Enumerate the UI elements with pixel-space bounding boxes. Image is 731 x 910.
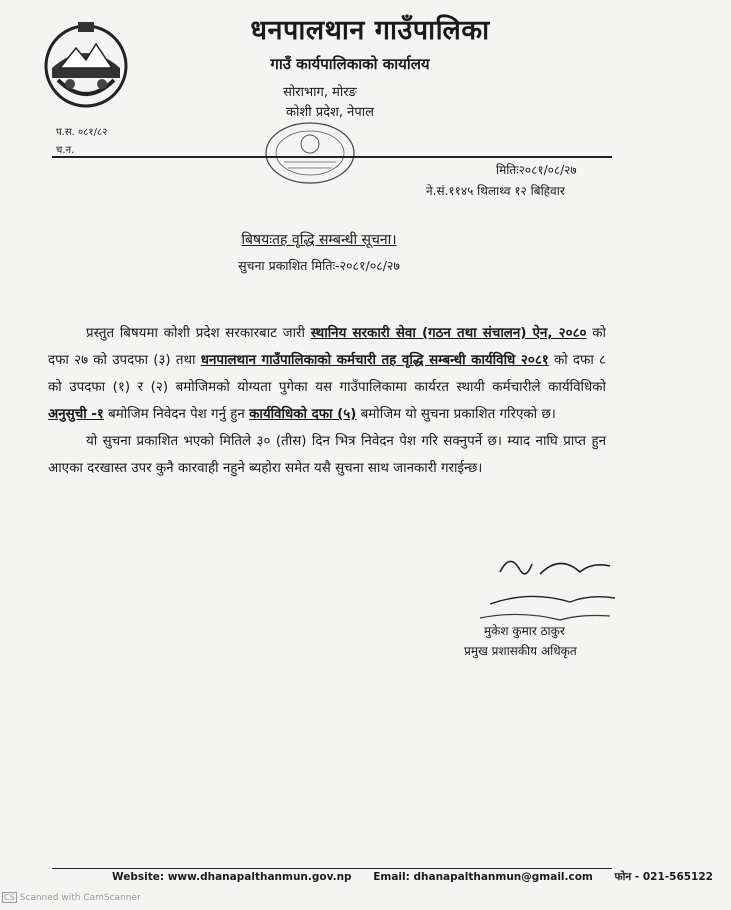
municipality-title: धनपालथान गाउँपालिका [250,15,490,46]
act-name: स्थानिय सरकारी सेवा (गठन तथा संचालन) ऐन, २०८० [310,326,587,341]
footer-website[interactable]: Website: www.dhanapalthanmun.gov.np [112,871,352,883]
text: को दफा २७ को उपदफा (३) तथा [48,326,606,368]
office-stamp [262,118,358,188]
letter-date: मितिः२०८१/०८/२७ [496,163,577,177]
dispatch-number: च.न. [56,145,75,156]
text: बमोजिम निवेदन पेश गर्नु हुन [103,407,250,422]
office-name: गाउँ कार्यपालिकाको कार्यालय [270,55,430,73]
signatory-name: मुकेश कुमार ठाकुर [484,624,565,638]
text: प्रस्तुत बिषयमा कोशी प्रदेश सरकारबाट जारी [86,326,311,341]
notice-body [48,320,606,482]
scanner-watermark [2,892,141,903]
header-divider [52,156,612,158]
procedure-name: धनपालथान गाउँपालिकाको कर्मचारी तह वृद्धि सम्बन्धी कार्यविधि २०८१ [200,353,549,368]
handwritten-signature [470,542,620,632]
subject-line [0,230,638,249]
footer-phone: फोन - 021-565122 [614,871,713,883]
text: को दफा ८ को उपदफा (१) र (२) बमोजिमको योग्यता पुगेका यस गाउँपालिकामा कार्यरत स्थायी कर्मचारीले कार्यविधिको [48,353,606,395]
paragraph-1 [48,320,606,428]
camscanner-icon: CS [4,893,15,902]
signatory-title: प्रमुख प्रशासकीय अधिकृत [464,644,577,658]
footer [112,870,731,884]
paragraph-2: यो सुचना प्रकाशित भएको मितिले ३० (तीस) दिन भित्र निवेदन पेश गरि सक्नुपर्ने छ। म्याद नाघि प्राप्त हुन आएका दरखास्त उपर कुनै कारवाही नहुने ब्यहोरा समेत यसै सुचना साथ जानकारी गराईन्छ। [48,434,606,476]
office-place: सोराभाग, मोरङ [283,85,357,100]
publish-date: सुचना प्रकाशित मितिः-२०८१/०८/२७ [238,258,400,273]
section-reference: कार्यविधिको दफा (५) [249,407,357,422]
footer-email[interactable]: Email: dhanapalthanmun@gmail.com [373,871,593,883]
subject-text: बिषयःतह वृद्धि सम्बन्धी सूचना। [241,232,397,248]
scanner-text: Scanned with CamScanner [19,893,141,903]
annex-reference: अनुसुची -१ [48,407,104,422]
office-province: कोशी प्रदेश, नेपाल [286,105,374,120]
text: बमोजिम यो सुचना प्रकाशित गरिएको छ। [356,407,556,422]
nepal-sambat-date: ने.सं.११४५ थिलाथ्व १२ बिहिवार [426,184,565,198]
letter-number: प.स. ०८१/८२ [56,127,108,138]
nepal-emblem-logo [40,18,132,110]
footer-divider [52,868,612,869]
